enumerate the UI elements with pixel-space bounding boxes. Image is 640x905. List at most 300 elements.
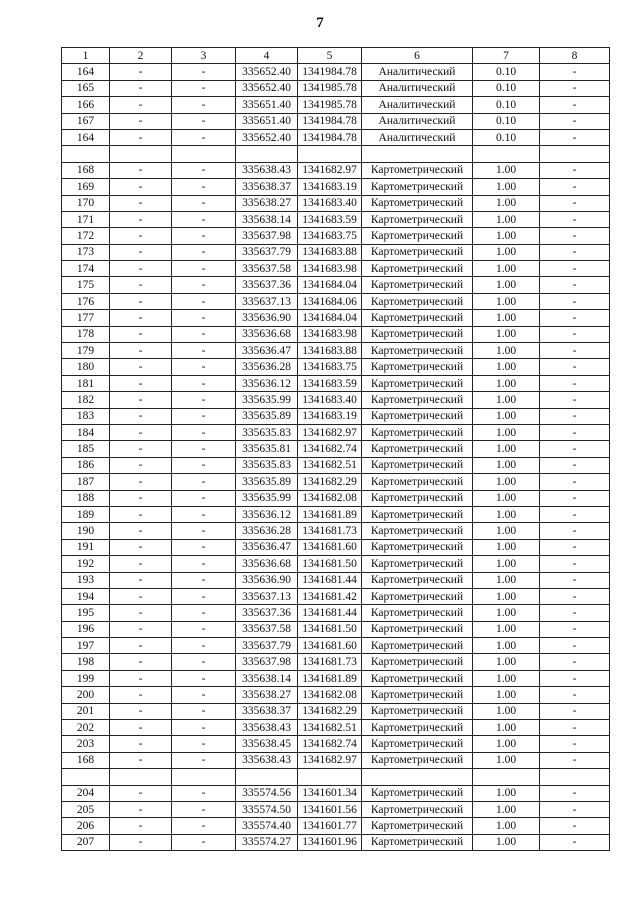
table-cell-col-2: - xyxy=(110,97,172,113)
table-cell-col-5: 1341681.60 xyxy=(298,539,362,555)
table-cell-col-4: 335638.27 xyxy=(236,687,298,703)
table-cell-col-5: 1341682.29 xyxy=(298,474,362,490)
table-cell-col-6: Картометрический xyxy=(362,211,473,227)
empty-cell xyxy=(172,769,236,785)
table-row xyxy=(62,801,610,817)
table-cell-col-6: Картометрический xyxy=(362,654,473,670)
table-cell-col-2: - xyxy=(110,195,172,211)
table-cell-col-3: - xyxy=(172,605,236,621)
table-cell-col-4: 335637.13 xyxy=(236,588,298,604)
table-cell-col-5: 1341684.06 xyxy=(298,293,362,309)
table-cell-col-8: - xyxy=(540,80,610,96)
table-cell-col-2: - xyxy=(110,179,172,195)
table-cell-col-3: - xyxy=(172,441,236,457)
table-cell-col-5: 1341683.19 xyxy=(298,408,362,424)
table-cell-col-2: - xyxy=(110,720,172,736)
table-cell-col-5: 1341683.75 xyxy=(298,228,362,244)
table-cell-col-5: 1341681.50 xyxy=(298,621,362,637)
table-cell-col-1: 173 xyxy=(62,244,110,260)
table-cell-col-2: - xyxy=(110,687,172,703)
table-cell-col-1: 192 xyxy=(62,556,110,572)
table-cell-col-8: - xyxy=(540,441,610,457)
table-cell-col-7: 0.10 xyxy=(473,80,540,96)
column-header-1: 1 xyxy=(62,48,110,64)
table-cell-col-2: - xyxy=(110,654,172,670)
table-cell-col-5: 1341683.40 xyxy=(298,195,362,211)
table-cell-col-5: 1341683.98 xyxy=(298,261,362,277)
empty-cell xyxy=(236,769,298,785)
table-cell-col-3: - xyxy=(172,97,236,113)
table-cell-col-3: - xyxy=(172,179,236,195)
table-cell-col-7: 1.00 xyxy=(473,211,540,227)
table-cell-col-1: 168 xyxy=(62,162,110,178)
page-number: 7 xyxy=(316,15,324,31)
table-cell-col-4: 335637.79 xyxy=(236,244,298,260)
table-cell-col-4: 335636.47 xyxy=(236,539,298,555)
table-cell-col-8: - xyxy=(540,490,610,506)
table-cell-col-8: - xyxy=(540,113,610,129)
table-cell-col-4: 335636.47 xyxy=(236,343,298,359)
table-cell-col-6: Картометрический xyxy=(362,244,473,260)
table-cell-col-8: - xyxy=(540,703,610,719)
table-cell-col-2: - xyxy=(110,162,172,178)
table-cell-col-7: 1.00 xyxy=(473,457,540,473)
column-header-6: 6 xyxy=(362,48,473,64)
table-row xyxy=(62,752,610,768)
table-cell-col-1: 168 xyxy=(62,752,110,768)
table-cell-col-1: 196 xyxy=(62,621,110,637)
table-cell-col-8: - xyxy=(540,179,610,195)
table-cell-col-2: - xyxy=(110,408,172,424)
column-header-7: 7 xyxy=(473,48,540,64)
table-row xyxy=(62,195,610,211)
table-row xyxy=(62,392,610,408)
table-cell-col-6: Картометрический xyxy=(362,408,473,424)
table-cell-col-4: 335637.98 xyxy=(236,228,298,244)
table-cell-col-7: 1.00 xyxy=(473,392,540,408)
table-cell-col-8: - xyxy=(540,539,610,555)
table-cell-col-6: Аналитический xyxy=(362,80,473,96)
table-cell-col-6: Картометрический xyxy=(362,375,473,391)
table-cell-col-7: 1.00 xyxy=(473,326,540,342)
table-cell-col-6: Картометрический xyxy=(362,179,473,195)
table-cell-col-8: - xyxy=(540,523,610,539)
table-cell-col-4: 335635.99 xyxy=(236,392,298,408)
table-cell-col-4: 335636.68 xyxy=(236,556,298,572)
table-cell-col-5: 1341681.89 xyxy=(298,506,362,522)
table-cell-col-5: 1341984.78 xyxy=(298,113,362,129)
table-cell-col-3: - xyxy=(172,359,236,375)
table-row xyxy=(62,80,610,96)
table-cell-col-8: - xyxy=(540,474,610,490)
table-cell-col-4: 335635.89 xyxy=(236,474,298,490)
table-cell-col-1: 199 xyxy=(62,670,110,686)
table-cell-col-7: 1.00 xyxy=(473,244,540,260)
table-row xyxy=(62,97,610,113)
table-cell-col-2: - xyxy=(110,261,172,277)
table-cell-col-7: 1.00 xyxy=(473,261,540,277)
table-cell-col-2: - xyxy=(110,670,172,686)
group-separator-row xyxy=(62,769,610,785)
table-cell-col-5: 1341985.78 xyxy=(298,97,362,113)
table-row xyxy=(62,490,610,506)
table-row xyxy=(62,720,610,736)
table-cell-col-4: 335637.13 xyxy=(236,293,298,309)
table-cell-col-6: Картометрический xyxy=(362,441,473,457)
empty-cell xyxy=(172,146,236,162)
table-cell-col-4: 335637.36 xyxy=(236,277,298,293)
empty-cell xyxy=(473,769,540,785)
table-cell-col-6: Картометрический xyxy=(362,457,473,473)
empty-cell xyxy=(298,146,362,162)
table-cell-col-6: Картометрический xyxy=(362,162,473,178)
table-cell-col-2: - xyxy=(110,523,172,539)
table-cell-col-1: 207 xyxy=(62,834,110,850)
table-cell-col-8: - xyxy=(540,834,610,850)
table-row xyxy=(62,638,610,654)
table-row xyxy=(62,408,610,424)
table-cell-col-1: 203 xyxy=(62,736,110,752)
table-cell-col-7: 1.00 xyxy=(473,834,540,850)
table-cell-col-4: 335652.40 xyxy=(236,64,298,80)
table-cell-col-8: - xyxy=(540,801,610,817)
table-cell-col-7: 1.00 xyxy=(473,687,540,703)
table-cell-col-7: 1.00 xyxy=(473,424,540,440)
table-cell-col-4: 335636.28 xyxy=(236,359,298,375)
table-row xyxy=(62,506,610,522)
table-cell-col-4: 335637.58 xyxy=(236,621,298,637)
table-row xyxy=(62,343,610,359)
table-cell-col-7: 1.00 xyxy=(473,752,540,768)
table-cell-col-7: 1.00 xyxy=(473,572,540,588)
table-cell-col-2: - xyxy=(110,818,172,834)
table-cell-col-1: 169 xyxy=(62,179,110,195)
table-cell-col-6: Картометрический xyxy=(362,605,473,621)
table-cell-col-3: - xyxy=(172,375,236,391)
table-cell-col-5: 1341682.08 xyxy=(298,687,362,703)
table-row xyxy=(62,228,610,244)
table-row xyxy=(62,359,610,375)
table-cell-col-7: 1.00 xyxy=(473,408,540,424)
table-cell-col-5: 1341681.60 xyxy=(298,638,362,654)
empty-cell xyxy=(540,146,610,162)
table-row xyxy=(62,818,610,834)
table-cell-col-8: - xyxy=(540,670,610,686)
table-cell-col-3: - xyxy=(172,129,236,145)
table-cell-col-2: - xyxy=(110,64,172,80)
table-cell-col-8: - xyxy=(540,556,610,572)
table-cell-col-7: 1.00 xyxy=(473,490,540,506)
table-cell-col-8: - xyxy=(540,506,610,522)
table-cell-col-7: 1.00 xyxy=(473,293,540,309)
table-cell-col-1: 171 xyxy=(62,211,110,227)
table-cell-col-7: 1.00 xyxy=(473,670,540,686)
table-cell-col-8: - xyxy=(540,392,610,408)
table-cell-col-3: - xyxy=(172,424,236,440)
table-cell-col-4: 335635.83 xyxy=(236,457,298,473)
table-cell-col-1: 170 xyxy=(62,195,110,211)
table-cell-col-1: 182 xyxy=(62,392,110,408)
table-cell-col-8: - xyxy=(540,424,610,440)
table-cell-col-4: 335637.79 xyxy=(236,638,298,654)
table-cell-col-6: Картометрический xyxy=(362,424,473,440)
table-cell-col-4: 335651.40 xyxy=(236,97,298,113)
table-cell-col-1: 189 xyxy=(62,506,110,522)
table-row xyxy=(62,539,610,555)
table-cell-col-5: 1341682.97 xyxy=(298,752,362,768)
table-cell-col-5: 1341684.04 xyxy=(298,277,362,293)
table-cell-col-4: 335638.14 xyxy=(236,211,298,227)
table-cell-col-1: 206 xyxy=(62,818,110,834)
table-cell-col-6: Аналитический xyxy=(362,97,473,113)
table-cell-col-2: - xyxy=(110,80,172,96)
table-cell-col-7: 1.00 xyxy=(473,310,540,326)
table-cell-col-3: - xyxy=(172,80,236,96)
table-cell-col-3: - xyxy=(172,64,236,80)
table-cell-col-7: 1.00 xyxy=(473,654,540,670)
table-cell-col-6: Картометрический xyxy=(362,523,473,539)
table-cell-col-1: 186 xyxy=(62,457,110,473)
column-header-3: 3 xyxy=(172,48,236,64)
table-cell-col-6: Картометрический xyxy=(362,588,473,604)
table-cell-col-7: 1.00 xyxy=(473,179,540,195)
table-cell-col-1: 191 xyxy=(62,539,110,555)
table-cell-col-6: Картометрический xyxy=(362,506,473,522)
table-cell-col-7: 1.00 xyxy=(473,605,540,621)
table-cell-col-5: 1341601.77 xyxy=(298,818,362,834)
table-cell-col-7: 0.10 xyxy=(473,97,540,113)
table-cell-col-8: - xyxy=(540,310,610,326)
table-row xyxy=(62,64,610,80)
table-cell-col-3: - xyxy=(172,490,236,506)
table-row xyxy=(62,162,610,178)
table-cell-col-6: Картометрический xyxy=(362,359,473,375)
table-cell-col-1: 172 xyxy=(62,228,110,244)
table-cell-col-3: - xyxy=(172,408,236,424)
table-cell-col-3: - xyxy=(172,687,236,703)
table-cell-col-3: - xyxy=(172,720,236,736)
table-cell-col-7: 1.00 xyxy=(473,720,540,736)
table-cell-col-8: - xyxy=(540,785,610,801)
table-cell-col-8: - xyxy=(540,129,610,145)
table-cell-col-8: - xyxy=(540,277,610,293)
table-row xyxy=(62,736,610,752)
table-row xyxy=(62,261,610,277)
table-cell-col-2: - xyxy=(110,539,172,555)
table-cell-col-5: 1341682.97 xyxy=(298,162,362,178)
table-cell-col-8: - xyxy=(540,64,610,80)
table-cell-col-3: - xyxy=(172,572,236,588)
table-cell-col-3: - xyxy=(172,670,236,686)
table-cell-col-6: Картометрический xyxy=(362,392,473,408)
table-cell-col-7: 1.00 xyxy=(473,621,540,637)
table-cell-col-4: 335636.28 xyxy=(236,523,298,539)
table-cell-col-8: - xyxy=(540,408,610,424)
table-cell-col-6: Аналитический xyxy=(362,129,473,145)
table-cell-col-1: 188 xyxy=(62,490,110,506)
table-cell-col-5: 1341682.97 xyxy=(298,424,362,440)
table-cell-col-3: - xyxy=(172,834,236,850)
table-cell-col-2: - xyxy=(110,457,172,473)
table-cell-col-7: 1.00 xyxy=(473,588,540,604)
table-cell-col-8: - xyxy=(540,588,610,604)
table-cell-col-6: Картометрический xyxy=(362,261,473,277)
table-cell-col-8: - xyxy=(540,638,610,654)
table-cell-col-3: - xyxy=(172,277,236,293)
table-cell-col-2: - xyxy=(110,441,172,457)
table-row xyxy=(62,654,610,670)
table-cell-col-8: - xyxy=(540,818,610,834)
table-cell-col-3: - xyxy=(172,752,236,768)
table-cell-col-4: 335638.43 xyxy=(236,162,298,178)
table-cell-col-4: 335637.58 xyxy=(236,261,298,277)
table-cell-col-2: - xyxy=(110,211,172,227)
table-cell-col-5: 1341682.51 xyxy=(298,457,362,473)
table-cell-col-3: - xyxy=(172,392,236,408)
table-cell-col-8: - xyxy=(540,654,610,670)
table-cell-col-2: - xyxy=(110,244,172,260)
table-cell-col-1: 177 xyxy=(62,310,110,326)
table-cell-col-3: - xyxy=(172,326,236,342)
table-cell-col-8: - xyxy=(540,752,610,768)
table-cell-col-4: 335635.99 xyxy=(236,490,298,506)
table-cell-col-5: 1341681.50 xyxy=(298,556,362,572)
table-row xyxy=(62,621,610,637)
table-cell-col-4: 335638.43 xyxy=(236,720,298,736)
table-cell-col-3: - xyxy=(172,343,236,359)
table-cell-col-2: - xyxy=(110,638,172,654)
table-cell-col-2: - xyxy=(110,424,172,440)
table-cell-col-1: 164 xyxy=(62,64,110,80)
empty-cell xyxy=(110,769,172,785)
table-cell-col-4: 335636.90 xyxy=(236,310,298,326)
table-cell-col-3: - xyxy=(172,261,236,277)
table-row xyxy=(62,113,610,129)
table-cell-col-1: 202 xyxy=(62,720,110,736)
table-cell-col-7: 1.00 xyxy=(473,736,540,752)
table-cell-col-4: 335574.27 xyxy=(236,834,298,850)
table-cell-col-6: Картометрический xyxy=(362,801,473,817)
table-cell-col-3: - xyxy=(172,113,236,129)
table-cell-col-1: 193 xyxy=(62,572,110,588)
table-cell-col-5: 1341682.08 xyxy=(298,490,362,506)
table-cell-col-6: Картометрический xyxy=(362,539,473,555)
column-header-4: 4 xyxy=(236,48,298,64)
table-cell-col-3: - xyxy=(172,556,236,572)
table-cell-col-3: - xyxy=(172,506,236,522)
table-row xyxy=(62,605,610,621)
table-cell-col-2: - xyxy=(110,752,172,768)
table-cell-col-2: - xyxy=(110,605,172,621)
table-cell-col-5: 1341682.74 xyxy=(298,441,362,457)
table-cell-col-1: 197 xyxy=(62,638,110,654)
table-cell-col-4: 335638.27 xyxy=(236,195,298,211)
table-cell-col-3: - xyxy=(172,818,236,834)
table-cell-col-1: 205 xyxy=(62,801,110,817)
empty-cell xyxy=(62,769,110,785)
table-cell-col-3: - xyxy=(172,785,236,801)
table-cell-col-6: Картометрический xyxy=(362,277,473,293)
table-row xyxy=(62,326,610,342)
table-cell-col-4: 335651.40 xyxy=(236,113,298,129)
empty-cell xyxy=(236,146,298,162)
table-cell-col-2: - xyxy=(110,359,172,375)
table-cell-col-5: 1341683.59 xyxy=(298,211,362,227)
table-cell-col-3: - xyxy=(172,211,236,227)
table-cell-col-6: Картометрический xyxy=(362,834,473,850)
table-cell-col-7: 1.00 xyxy=(473,638,540,654)
table-body xyxy=(62,64,610,851)
table-row xyxy=(62,703,610,719)
empty-cell xyxy=(110,146,172,162)
table-cell-col-5: 1341683.75 xyxy=(298,359,362,375)
table-cell-col-1: 190 xyxy=(62,523,110,539)
table-cell-col-3: - xyxy=(172,244,236,260)
table-cell-col-7: 1.00 xyxy=(473,228,540,244)
table-cell-col-5: 1341683.88 xyxy=(298,244,362,260)
table-cell-col-8: - xyxy=(540,572,610,588)
table-cell-col-2: - xyxy=(110,506,172,522)
table-cell-col-5: 1341683.88 xyxy=(298,343,362,359)
table-cell-col-5: 1341681.44 xyxy=(298,572,362,588)
table-cell-col-7: 1.00 xyxy=(473,556,540,572)
table-cell-col-4: 335638.14 xyxy=(236,670,298,686)
table-cell-col-3: - xyxy=(172,457,236,473)
table-cell-col-1: 187 xyxy=(62,474,110,490)
table-cell-col-3: - xyxy=(172,621,236,637)
table-cell-col-5: 1341684.04 xyxy=(298,310,362,326)
table-cell-col-3: - xyxy=(172,703,236,719)
table-cell-col-6: Картометрический xyxy=(362,195,473,211)
table-cell-col-7: 1.00 xyxy=(473,801,540,817)
table-cell-col-7: 1.00 xyxy=(473,474,540,490)
table-cell-col-8: - xyxy=(540,720,610,736)
table-cell-col-1: 174 xyxy=(62,261,110,277)
table-cell-col-8: - xyxy=(540,326,610,342)
table-cell-col-6: Картометрический xyxy=(362,638,473,654)
table-cell-col-1: 201 xyxy=(62,703,110,719)
column-header-2: 2 xyxy=(110,48,172,64)
table-cell-col-5: 1341682.51 xyxy=(298,720,362,736)
table-cell-col-4: 335635.89 xyxy=(236,408,298,424)
table-cell-col-4: 335636.68 xyxy=(236,326,298,342)
table-cell-col-4: 335635.83 xyxy=(236,424,298,440)
table-cell-col-4: 335636.12 xyxy=(236,375,298,391)
table-cell-col-1: 178 xyxy=(62,326,110,342)
table-cell-col-6: Картометрический xyxy=(362,474,473,490)
table-cell-col-8: - xyxy=(540,293,610,309)
table-cell-col-2: - xyxy=(110,392,172,408)
table-cell-col-1: 183 xyxy=(62,408,110,424)
table-cell-col-3: - xyxy=(172,654,236,670)
table-row xyxy=(62,424,610,440)
empty-cell xyxy=(362,769,473,785)
table-row xyxy=(62,179,610,195)
table-cell-col-8: - xyxy=(540,359,610,375)
column-header-5: 5 xyxy=(298,48,362,64)
table-row xyxy=(62,572,610,588)
table-cell-col-7: 1.00 xyxy=(473,162,540,178)
table-cell-col-2: - xyxy=(110,490,172,506)
table-row xyxy=(62,441,610,457)
table-cell-col-7: 1.00 xyxy=(473,375,540,391)
column-header-8: 8 xyxy=(540,48,610,64)
table-cell-col-6: Картометрический xyxy=(362,785,473,801)
table-row xyxy=(62,785,610,801)
table-cell-col-7: 1.00 xyxy=(473,343,540,359)
table-cell-col-6: Картометрический xyxy=(362,490,473,506)
table-cell-col-5: 1341683.40 xyxy=(298,392,362,408)
